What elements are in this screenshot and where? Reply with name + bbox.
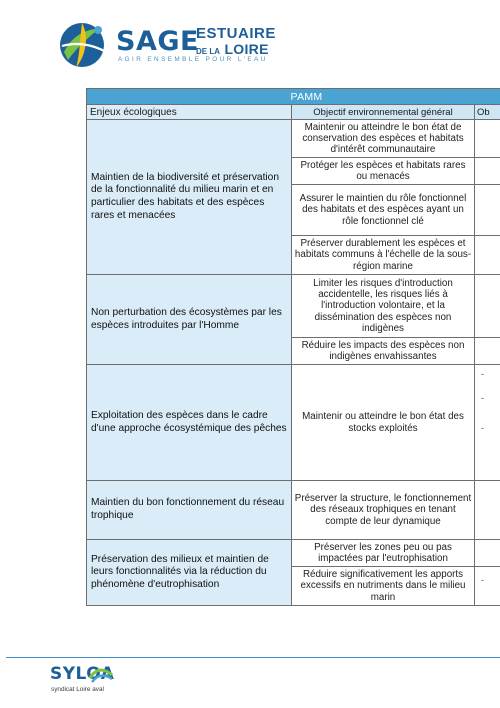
sage-emblem-icon	[54, 16, 110, 72]
logo-dela-text: DE LA	[196, 47, 220, 56]
sage-logo	[54, 16, 294, 76]
ob-cell	[475, 236, 500, 275]
header-enjeux: Enjeux écologiques	[87, 105, 292, 120]
logo-tagline: AGIR ENSEMBLE POUR L'EAU	[118, 56, 268, 63]
dash-marker: -	[481, 369, 484, 379]
header-ob-truncated: Ob	[475, 105, 500, 120]
ob-cell	[475, 338, 500, 365]
ob-cell	[475, 158, 500, 185]
enjeu-cell: Préservation des milieux et maintien de leurs fonctionnalités via la réduction du phénomène d'eutrophisation	[87, 540, 292, 606]
objectif-cell: Réduire les impacts des espèces non indigènes envahissantes	[292, 338, 475, 365]
syloa-wave-icon	[88, 666, 114, 684]
header-objectif: Objectif environnemental général	[292, 105, 475, 120]
objectif-cell: Maintenir ou atteindre le bon état des stocks exploités	[292, 365, 475, 481]
table-row	[87, 365, 500, 481]
ob-cell	[475, 185, 500, 236]
logo-estuaire-text: ESTUAIRE	[196, 25, 276, 42]
objectif-cell: Préserver la structure, le fonctionnement des réseaux trophiques en tenant compte de leur dynamique	[292, 481, 475, 540]
pamm-table-container	[86, 88, 500, 612]
syloa-subtitle: syndicat Loire aval	[51, 686, 104, 693]
table-row	[87, 275, 500, 338]
syloa-logo	[50, 664, 140, 698]
enjeu-cell: Maintien du bon fonctionnement du réseau trophique	[87, 481, 292, 540]
dash-marker: -	[481, 393, 484, 403]
table-row	[87, 120, 500, 158]
syloa-logo-text: SYLOA	[50, 664, 115, 684]
table-row	[87, 481, 500, 540]
objectif-cell: Préserver les zones peu ou pas impactées par l'eutrophisation	[292, 540, 475, 567]
table-banner-pamm: PAMM	[87, 89, 500, 105]
objectif-cell: Protéger les espèces et habitats rares ou menacés	[292, 158, 475, 185]
objectif-cell: Limiter les risques d'introduction accidentelle, les risques liés à l'introduction volontaire, et la dissémination des espèces non indigènes	[292, 275, 475, 338]
objectif-cell: Assurer le maintien du rôle fonctionnel des habitats et des espèces ayant un rôle fonctionnel clé	[292, 185, 475, 236]
ob-cell	[475, 120, 500, 158]
logo-loire-text: LOIRE	[224, 41, 269, 57]
table-row	[87, 540, 500, 567]
dash-marker: -	[481, 423, 484, 433]
objectif-cell: Maintenir ou atteindre le bon état de conservation des espèces et habitats d'intérêt communautaire	[292, 120, 475, 158]
objectif-cell: Préserver durablement les espèces et habitats communs à l'échelle de la sous-région marine	[292, 236, 475, 275]
pamm-table	[86, 88, 500, 606]
ob-cell	[475, 481, 500, 540]
ob-cell	[475, 540, 500, 567]
footer-divider	[6, 657, 500, 658]
logo-sage-text: SAGE	[116, 26, 199, 57]
ob-cell-dashes	[475, 365, 500, 481]
enjeu-cell: Non perturbation des écosystèmes par les espèces introduites par l'Homme	[87, 275, 292, 365]
ob-cell	[475, 275, 500, 338]
dash-marker: -	[481, 575, 484, 585]
logo-estuaire-block	[196, 26, 276, 58]
ob-cell-dashes	[475, 567, 500, 606]
enjeu-cell: Exploitation des espèces dans le cadre d'une approche écosystémique des pêches	[87, 365, 292, 481]
enjeu-cell: Maintien de la biodiversité et préservation de la fonctionnalité du milieu marin et en particulier des habitats et des espèces rares et menacées	[87, 120, 292, 275]
objectif-cell: Réduire significativement les apports excessifs en nutriments dans le milieu marin	[292, 567, 475, 606]
